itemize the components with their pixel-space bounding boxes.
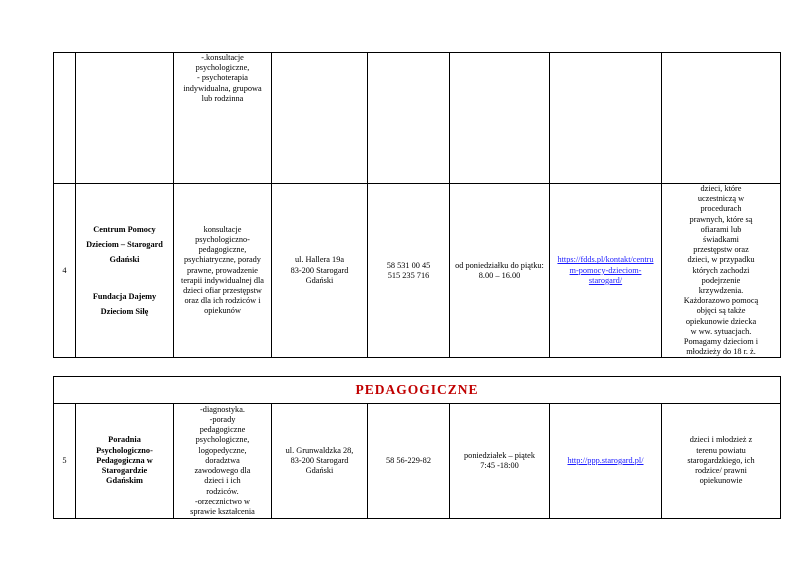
recipients-cell: dzieci i młodzież z terenu powiatu starogardzkiego, ich rodzice/ prawni opiekunowie: [662, 404, 781, 519]
website-cell: [550, 184, 662, 358]
website-link[interactable]: https://fdds.pl/kontakt/centru m-pomocy-dzieciom- starogard/: [557, 255, 654, 285]
services-table-2: [53, 376, 781, 519]
hours-cell: od poniedziałku do piątku: 8.00 – 16.00: [450, 184, 550, 358]
section-heading-row: [54, 377, 781, 404]
organization-name-primary: Centrum Pomocy Dzieciom – Starogard Gdański: [86, 225, 163, 265]
recipients-cell: dzieci, które uczestniczą w procedurach prawnych, które są ofiarami lub świadkami przestępstw oraz dzieci, w przypadku których zachodzi podejrzenie krzywdzenia. Każdorazowo pomocą objęci są także opiekunowie dziecka w ww. sytuacjach. Pomagamy dzieciom i młodzieży do 18 r. ż.: [662, 184, 781, 358]
hours-cell: [450, 53, 550, 184]
row-number: 4: [54, 184, 76, 358]
organization-cell: [76, 184, 174, 358]
website-cell: [550, 53, 662, 184]
address-cell: ul. Hallera 19a 83-200 Starogard Gdański: [272, 184, 368, 358]
organization-name-secondary: Fundacja Dajemy Dzieciom Siłę: [92, 292, 157, 317]
address-cell: ul. Grunwaldzka 28, 83-200 Starogard Gdański: [272, 404, 368, 519]
services-cell: -.konsultacje psychologiczne, - psychoterapia indywidualna, grupowa lub rodzinna: [174, 53, 272, 184]
table-row-4: [54, 184, 781, 358]
phone-cell: 58 531 00 45 515 235 716: [368, 184, 450, 358]
phone-cell: [368, 53, 450, 184]
services-cell: konsultacje psychologiczno- pedagogiczne, psychiatryczne, porady prawne, prowadzenie terapii indywidualnej dla dzieci ofiar przestępstw oraz dla ich rodziców i opiekunów: [174, 184, 272, 358]
row-number: 5: [54, 404, 76, 519]
section-heading: PEDAGOGICZNE: [54, 377, 781, 404]
name-cell: [76, 53, 174, 184]
hours-cell: poniedziałek – piątek 7:45 -18:00: [450, 404, 550, 519]
phone-cell: 58 56-229-82: [368, 404, 450, 519]
website-link[interactable]: http://ppp.starogard.pl/: [567, 455, 644, 465]
table-row-5: [54, 404, 781, 519]
table-row-previous: [54, 53, 781, 184]
website-cell: [550, 404, 662, 519]
services-cell: -diagnostyka. -porady pedagogiczne psychologiczne, logopedyczne, doradztwa zawodowego dla dzieci i ich rodziców. -orzecznictwo w sprawie kształcenia: [174, 404, 272, 519]
services-table-1: [53, 52, 781, 358]
number-cell: [54, 53, 76, 184]
organization-cell: Poradnia Psychologiczno- Pedagogiczna w Starogardzie Gdańskim: [76, 404, 174, 519]
recipients-cell: [662, 53, 781, 184]
address-cell: [272, 53, 368, 184]
